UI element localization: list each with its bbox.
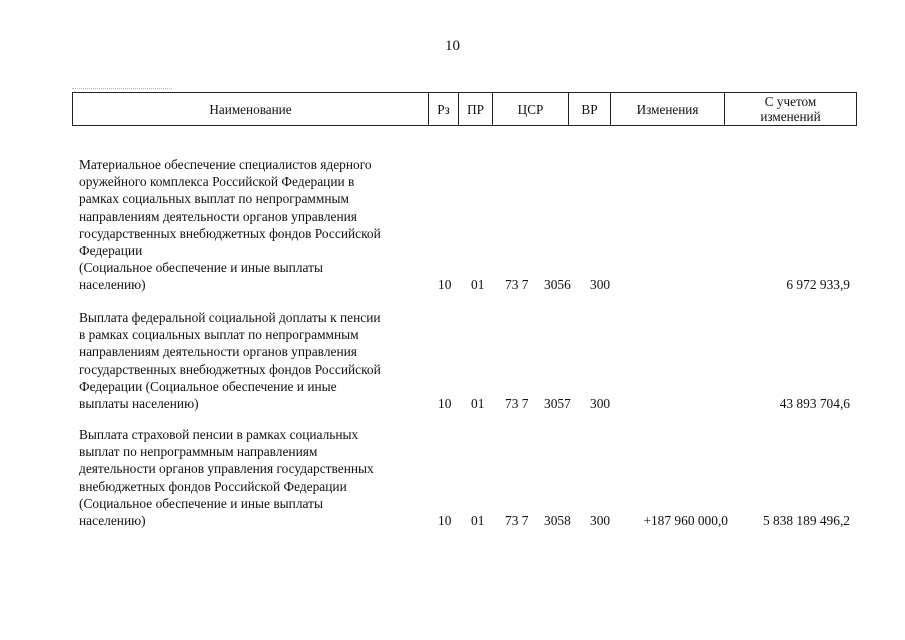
header-total-line2: изменений	[760, 109, 821, 124]
row-changes: +187 960 000,0	[643, 513, 728, 528]
row-name-line: рамках социальных выплат по непрограммным	[79, 191, 349, 207]
row-name-line: государственных внебюджетных фондов Российской	[79, 361, 381, 377]
row-csr-prefix: 73 7	[505, 396, 529, 411]
row-csr-code: 3057	[544, 396, 571, 411]
row-name-line: Материальное обеспечение специалистов ядерного	[79, 157, 372, 172]
row-total: 6 972 933,9	[786, 277, 850, 292]
row-name-line: направлениям деятельности органов управления	[79, 344, 357, 360]
table-header	[72, 92, 857, 126]
row-name-line: Федерации	[79, 243, 143, 259]
row-vr: 300	[590, 513, 611, 528]
row-name-line: направлениям деятельности органов управления	[79, 208, 357, 224]
row-pr: 01	[471, 513, 485, 528]
row-rz: 10	[438, 277, 452, 292]
row-csr-code: 3058	[544, 513, 571, 528]
row-rz: 10	[438, 513, 452, 528]
row-csr-prefix: 73 7	[505, 513, 529, 528]
header-changes: Изменения	[611, 93, 725, 126]
row-name-line: Выплата страховой пенсии в рамках социальных	[79, 427, 359, 442]
row-rz: 10	[438, 396, 452, 411]
header-total-line1: С учетом	[764, 94, 817, 109]
row-name-line: Федерации (Социальное обеспечение и иные	[79, 378, 337, 394]
row-name	[79, 426, 427, 529]
row-name-line: оружейного комплекса Российской Федерации в	[79, 174, 355, 190]
row-total: 5 838 189 496,2	[762, 513, 850, 528]
row-csr-code: 3056	[544, 277, 571, 292]
row-vr: 300	[590, 277, 611, 292]
header-rz: Рз	[429, 93, 459, 126]
row-name-line: в рамках социальных выплат по непрограммным	[79, 327, 359, 343]
row-name-line: выплаты населению)	[79, 396, 199, 412]
scan-artifact-line	[72, 88, 172, 90]
row-name-line: внебюджетных фондов Российской Федерации	[79, 478, 347, 494]
row-name	[79, 309, 427, 412]
row-name-line: Выплата федеральной социальной доплаты к пенсии	[79, 310, 381, 325]
row-name-line: (Социальное обеспечение и иные выплаты	[79, 495, 323, 511]
row-name	[79, 156, 427, 294]
header-vr: ВР	[569, 93, 611, 126]
row-csr-prefix: 73 7	[505, 277, 529, 292]
page-number: 10	[445, 38, 460, 54]
row-vr: 300	[590, 396, 611, 411]
row-name-line: населению)	[79, 513, 146, 529]
header-total	[725, 93, 857, 126]
row-name-line: населению)	[79, 277, 146, 293]
header-pr: ПР	[459, 93, 493, 126]
row-pr: 01	[471, 277, 485, 292]
row-name-line: деятельности органов управления государственных	[79, 461, 374, 477]
row-name-line: выплат по непрограммным направлениям	[79, 444, 318, 460]
row-pr: 01	[471, 396, 485, 411]
header-name: Наименование	[73, 93, 429, 126]
row-total: 43 893 704,6	[779, 396, 850, 411]
row-name-line: (Социальное обеспечение и иные выплаты	[79, 260, 323, 276]
row-name-line: государственных внебюджетных фондов Российской	[79, 225, 381, 241]
header-csr: ЦСР	[493, 93, 569, 126]
